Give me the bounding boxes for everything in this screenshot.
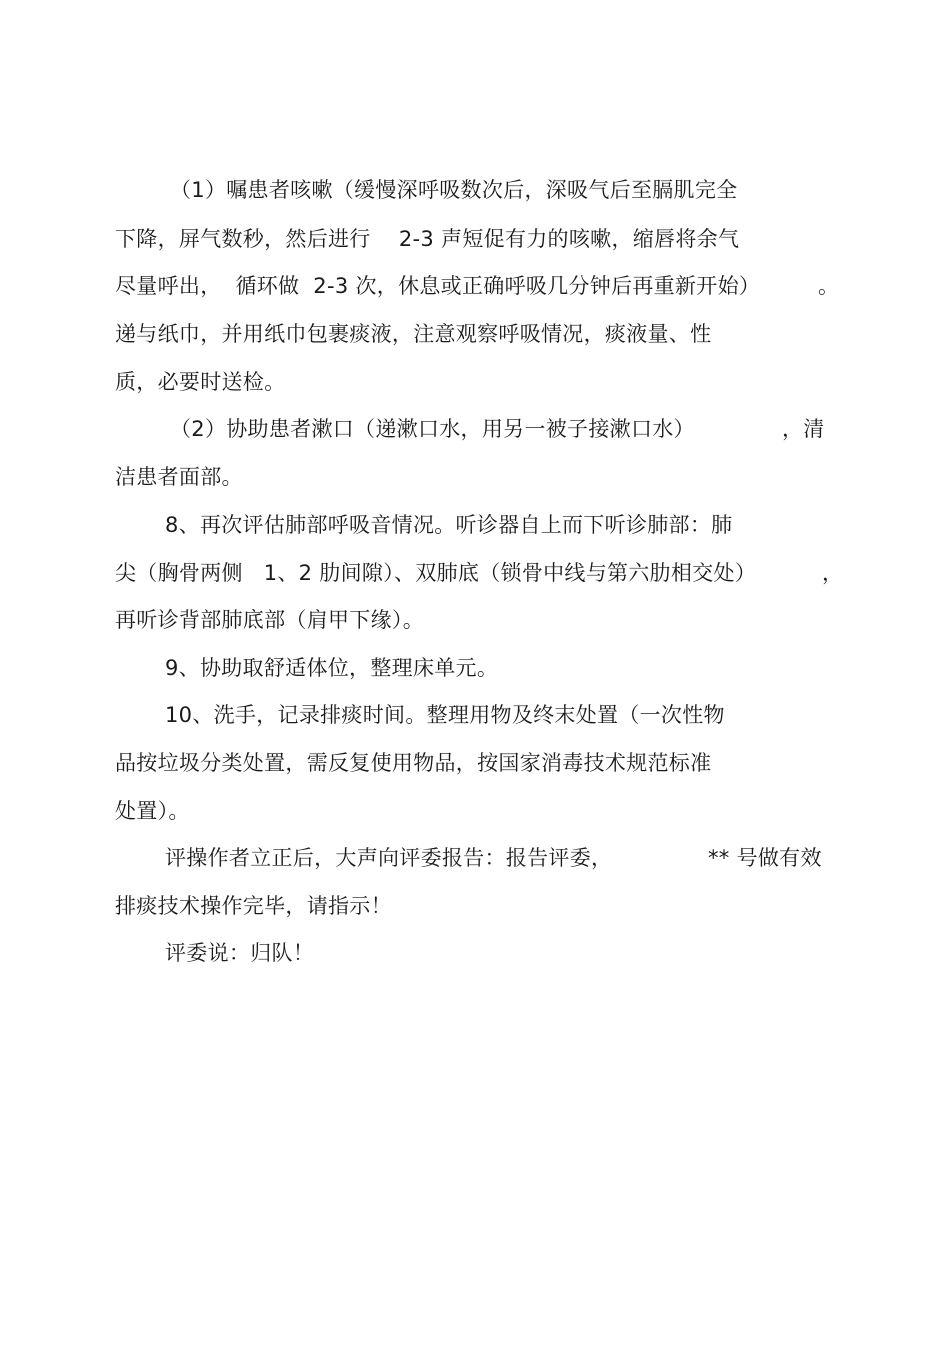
text-line: 排痰技术操作完毕，请指示！ [115, 894, 392, 918]
text-line: 尖（胸骨两侧 1、2 肋间隙）、双肺底（锁骨中线与第六肋相交处） [115, 561, 757, 585]
text-line: 再听诊背部肺底部（肩甲下缘）。 [115, 608, 424, 632]
text-line: （2）协助患者漱口（递漱口水，用另一被子接漱口水） [170, 417, 695, 441]
text-line: 。 [818, 274, 840, 298]
text-line: 评委说：归队！ [165, 941, 315, 965]
text-line: ** 号做有效 [708, 846, 822, 870]
text-line: ， [822, 561, 844, 585]
text-line: 递与纸巾，并用纸巾包裹痰液，注意观察呼吸情况，痰液量、性 [115, 322, 712, 346]
text-line: 10、洗手，记录排痰时间。整理用物及终末处置（一次性物 [165, 703, 725, 727]
text-line: 质，必要时送检。 [115, 370, 286, 394]
text-line: （1）嘱患者咳嗽（缓慢深呼吸数次后，深吸气后至膈肌完全 [170, 178, 738, 202]
text-line: 8、再次评估肺部呼吸音情况。听诊器自上而下听诊肺部：肺 [165, 513, 733, 537]
text-line: 品按垃圾分类处置，需反复使用物品，按国家消毒技术规范标准 [115, 751, 712, 775]
text-line: ，清 [782, 417, 825, 441]
text-line: 下降，屏气数秒，然后进行 2-3 声短促有力的咳嗽，缩唇将余气 [115, 227, 740, 251]
text-line: 9、协助取舒适体位，整理床单元。 [165, 656, 499, 680]
text-line: 处置）。 [115, 799, 190, 823]
text-line: 洁患者面部。 [115, 465, 243, 489]
text-line: 评操作者立正后，大声向评委报告：报告评委， [165, 846, 613, 870]
text-line: 尽量呼出， 循环做 2-3 次，休息或正确呼吸几分钟后再重新开始） [115, 274, 761, 298]
